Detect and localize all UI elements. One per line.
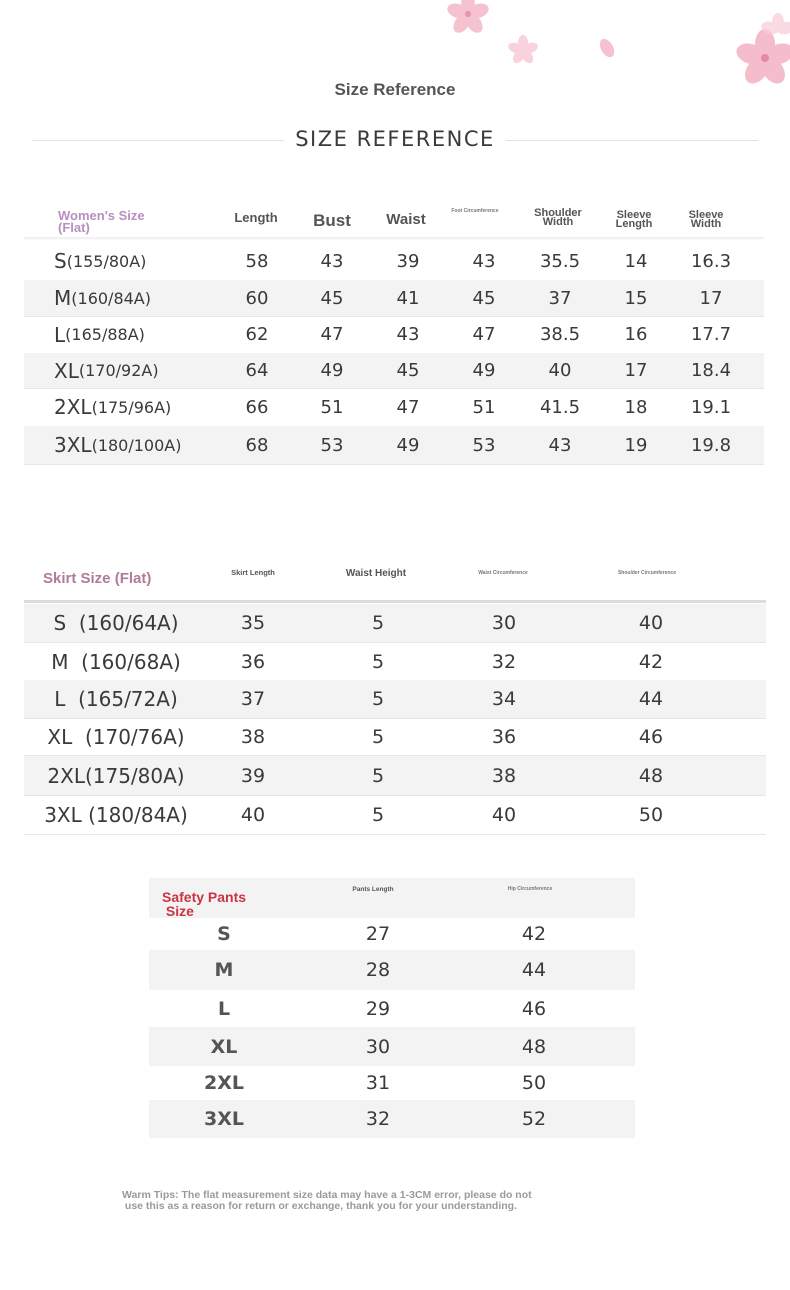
table-cell: 16.3 <box>690 250 732 272</box>
table-row <box>149 1100 635 1138</box>
foot-circumference-header: Foot Circumference <box>451 208 499 214</box>
size-label <box>54 426 234 464</box>
size-label: L (165/72A) <box>54 687 178 711</box>
table-cell: 42 <box>638 650 664 673</box>
table-cell: 19 <box>624 434 648 456</box>
table-cell: 5 <box>371 764 385 787</box>
length-header: Length <box>234 210 278 225</box>
table-cell: 37 <box>548 287 572 309</box>
table-cell: 37 <box>240 688 266 710</box>
page-heading: Size Reference <box>334 80 456 99</box>
size-label: M (160/68A) <box>51 649 181 674</box>
table-cell: 44 <box>638 688 664 710</box>
table-cell: 15 <box>624 287 648 309</box>
table-cell: 34 <box>491 688 517 710</box>
table-cell: 5 <box>371 612 385 634</box>
table-cell: 35.5 <box>539 250 581 272</box>
table-cell: 49 <box>472 360 496 381</box>
table-cell: 17 <box>624 360 648 381</box>
safety-pants-size-header: Safety Pants Size <box>162 889 247 919</box>
size-spec: (180/100A) <box>91 435 182 455</box>
table-cell: 17.7 <box>690 324 732 345</box>
table-cell: 53 <box>320 434 344 456</box>
table-cell: 38.5 <box>539 324 581 345</box>
table-cell: 39 <box>396 250 420 272</box>
table-cell: 64 <box>245 360 269 381</box>
table-row <box>24 604 766 643</box>
table-cell: 60 <box>245 287 269 309</box>
pants-length-header: Pants Length <box>352 886 394 893</box>
table-cell: 40 <box>548 360 572 381</box>
hip-circumference-header: Hip Circumference <box>507 886 553 892</box>
table-cell: 58 <box>245 250 269 272</box>
waist-height-header: Waist Height <box>345 568 407 579</box>
size-code: XL <box>54 358 79 383</box>
table-cell: 40 <box>491 804 517 826</box>
table-row <box>24 426 764 465</box>
table-cell: 30 <box>491 612 517 634</box>
table-row <box>149 1066 635 1100</box>
size-label <box>54 242 234 280</box>
size-spec: (170/92A) <box>78 361 159 380</box>
table-cell: 38 <box>240 726 266 748</box>
table-cell: 40 <box>638 612 664 634</box>
table-cell: 28 <box>365 959 391 981</box>
size-code: 2XL <box>54 395 92 419</box>
table-cell: 47 <box>396 396 420 418</box>
blossom-petal-icon <box>597 36 617 59</box>
table-cell: 53 <box>472 434 496 456</box>
table-cell: 48 <box>638 764 664 787</box>
warm-tips-note: Warm Tips: The flat measurement size data may have a 1-3CM error, please do not use this as a reason for return or exchange, thank you for your understanding. <box>122 1189 532 1212</box>
waist-header: Waist <box>386 211 426 228</box>
table-cell: 27 <box>365 923 391 945</box>
table-cell: 35 <box>240 612 266 634</box>
table-cell: 44 <box>521 959 547 981</box>
table-cell: 68 <box>245 434 269 456</box>
table-cell: 46 <box>521 997 547 1020</box>
table-cell: 48 <box>521 1035 547 1058</box>
table-cell: 43 <box>472 250 496 272</box>
table-cell: 40 <box>240 804 266 826</box>
table-cell: 5 <box>371 804 385 826</box>
size-label: XL <box>210 1035 238 1058</box>
table-cell: 50 <box>521 1072 547 1094</box>
table-cell: 38 <box>491 764 517 787</box>
size-label <box>54 316 234 353</box>
table-cell: 41.5 <box>539 396 581 418</box>
table-row <box>24 643 766 681</box>
table-cell: 14 <box>624 250 648 272</box>
size-spec: (160/84A) <box>71 288 151 308</box>
table-row <box>24 353 764 389</box>
size-spec: (155/80A) <box>66 251 147 271</box>
table-cell: 5 <box>371 688 385 710</box>
skirt-length-header: Skirt Length <box>231 568 275 577</box>
table-row <box>24 756 766 796</box>
table-cell: 31 <box>365 1072 391 1094</box>
table-cell: 16 <box>624 324 648 345</box>
table-cell: 47 <box>472 324 496 345</box>
table-cell: 51 <box>472 396 496 418</box>
table-row <box>149 950 635 990</box>
table-cell: 36 <box>491 726 517 748</box>
table-cell: 18.4 <box>690 360 732 381</box>
table-cell: 43 <box>320 250 344 272</box>
table-cell: 52 <box>521 1108 547 1130</box>
table-cell: 36 <box>240 650 266 673</box>
table-cell: 41 <box>396 287 420 309</box>
table-row <box>24 680 766 719</box>
shoulder-circumference-header: Shoulder Circumference <box>617 570 677 576</box>
table-row <box>24 388 764 427</box>
table-cell: 29 <box>365 997 391 1020</box>
table-cell: 5 <box>371 650 385 673</box>
table-cell: 17 <box>699 287 723 309</box>
size-spec: (175/96A) <box>91 397 172 417</box>
size-label <box>54 388 234 426</box>
table-cell: 47 <box>320 324 344 345</box>
sleeve-length-header: Sleeve Length <box>615 209 653 230</box>
size-code: L <box>54 322 66 347</box>
table-row <box>149 918 635 950</box>
table-cell: 49 <box>320 360 344 381</box>
size-label: XL (170/76A) <box>47 725 185 749</box>
size-code: S <box>54 249 67 273</box>
table-cell: 46 <box>638 726 664 748</box>
sleeve-width-header: Sleeve Width <box>688 209 724 230</box>
size-code: 3XL <box>54 433 92 457</box>
size-label: M <box>214 959 234 981</box>
table-cell: 45 <box>472 287 496 309</box>
table-cell: 42 <box>521 923 547 945</box>
table-cell: 51 <box>320 396 344 418</box>
page-title: SIZE REFERENCE <box>295 127 495 151</box>
table-cell: 45 <box>396 360 420 381</box>
size-label: 2XL(175/80A) <box>47 763 185 788</box>
table-cell: 19.1 <box>690 396 732 418</box>
table-row <box>149 1027 635 1066</box>
bust-header: Bust <box>313 211 351 230</box>
table-cell: 18 <box>624 396 648 418</box>
size-spec: (165/88A) <box>65 325 145 344</box>
blossom-flower-icon <box>445 0 490 36</box>
size-label: 2XL <box>204 1072 244 1094</box>
table-row <box>149 990 635 1027</box>
table-cell: 43 <box>548 434 572 456</box>
table-row <box>24 242 764 281</box>
table-cell: 32 <box>365 1108 391 1130</box>
table-cell: 5 <box>371 726 385 748</box>
table-row <box>24 719 766 756</box>
size-label: L <box>217 997 231 1020</box>
waist-circumference-header: Waist Circumference <box>478 570 528 576</box>
size-label: S <box>217 923 231 945</box>
skirt-size-header: Skirt Size (Flat) <box>43 570 152 587</box>
size-label: 3XL <box>204 1108 244 1130</box>
size-label <box>54 280 234 316</box>
header-divider <box>24 237 764 241</box>
table-cell: 62 <box>245 324 269 345</box>
blossom-flower-icon <box>507 35 539 65</box>
header-divider <box>24 600 766 603</box>
table-row <box>24 316 764 354</box>
table-row <box>24 796 766 835</box>
table-cell: 49 <box>396 434 420 456</box>
size-label: S (160/64A) <box>53 611 179 635</box>
table-row <box>24 280 764 317</box>
table-cell: 19.8 <box>690 434 732 456</box>
table-cell: 50 <box>638 804 664 826</box>
table-cell: 39 <box>240 764 266 787</box>
table-cell: 30 <box>365 1035 391 1058</box>
shoulder-width-header: Shoulder Width <box>534 207 582 228</box>
size-label <box>54 353 234 388</box>
title-divider-right <box>506 140 758 141</box>
size-label: 3XL (180/84A) <box>44 803 188 827</box>
size-code: M <box>54 286 72 310</box>
women-size-header: Women's Size (Flat) <box>58 208 145 235</box>
table-cell: 43 <box>396 324 420 345</box>
table-cell: 66 <box>245 396 269 418</box>
table-cell: 45 <box>320 287 344 309</box>
table-cell: 32 <box>491 650 517 673</box>
